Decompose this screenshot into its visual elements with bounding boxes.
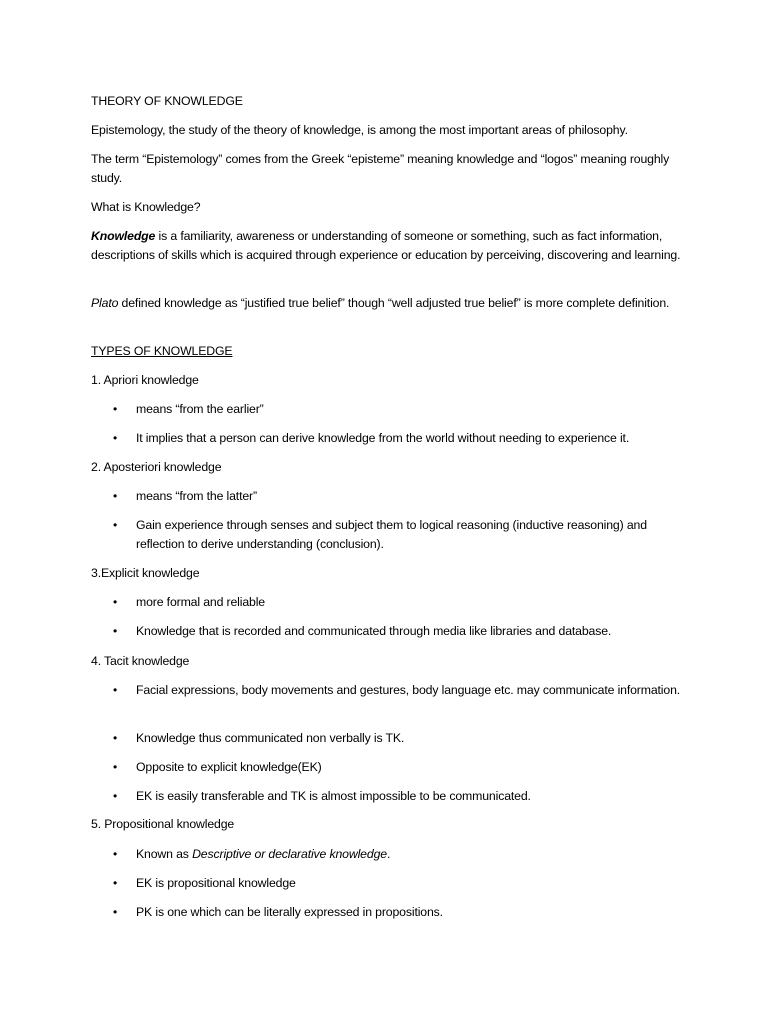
bullet-item: EK is easily transferable and TK is almost impossible to be communicated. bbox=[136, 789, 531, 803]
bullet-item: Opposite to explicit knowledge(EK) bbox=[136, 760, 322, 774]
plato-definition bbox=[91, 294, 681, 313]
bullet-item bbox=[136, 845, 681, 864]
section-heading-propositional: 5. Propositional knowledge bbox=[91, 817, 235, 831]
bullet-marker: • bbox=[113, 402, 118, 416]
plato-text-e: is more complete definition. bbox=[520, 296, 670, 310]
bullet-marker: • bbox=[113, 624, 118, 638]
bullet-marker: • bbox=[113, 489, 118, 503]
knowledge-definition-text: is a familiarity, awareness or understanding of someone or something, such as fact information, descriptions of skills which is acquired through experience or education by perceiving, discovering and learning. bbox=[91, 229, 681, 262]
intro-paragraph-2: The term “Epistemology” comes from the Greek “episteme” meaning knowledge and “logos” meaning roughly study. bbox=[91, 152, 670, 185]
plato-name: Plato bbox=[91, 296, 119, 310]
bullet-marker: • bbox=[113, 731, 118, 745]
bullet-marker: • bbox=[113, 876, 118, 890]
document-title: THEORY OF KNOWLEDGE bbox=[91, 94, 243, 108]
bullet-marker: • bbox=[113, 905, 118, 919]
bullet-item: Gain experience through senses and subject them to logical reasoning (inductive reasoning) and reflection to derive understanding (conclusion). bbox=[136, 518, 647, 551]
bullet-marker: • bbox=[113, 431, 118, 445]
bullet-item-emphasis: Descriptive or declarative knowledge bbox=[192, 847, 387, 861]
bullet-item-text: Known as bbox=[136, 847, 193, 861]
intro-question: What is Knowledge? bbox=[91, 200, 201, 214]
bullet-item: Knowledge that is recorded and communicated through media like libraries and database. bbox=[136, 624, 612, 638]
bullet-marker: • bbox=[113, 847, 118, 861]
bullet-marker: • bbox=[113, 518, 118, 532]
bullet-marker: • bbox=[113, 789, 118, 803]
bullet-item: more formal and reliable bbox=[136, 595, 265, 609]
bullet-marker: • bbox=[113, 595, 118, 609]
section-heading-tacit: 4. Tacit knowledge bbox=[91, 654, 190, 668]
plato-text-c: ” though “ bbox=[340, 296, 392, 310]
bullet-item: It implies that a person can derive knowledge from the world without needing to experience it. bbox=[136, 431, 630, 445]
bullet-item: means “from the earlier” bbox=[136, 402, 264, 416]
bullet-marker: • bbox=[113, 760, 118, 774]
plato-text-a: defined knowledge as “ bbox=[118, 296, 245, 310]
bullet-item: EK is propositional knowledge bbox=[136, 876, 296, 890]
intro-paragraph-1: Epistemology, the study of the theory of knowledge, is among the most important areas of philosophy. bbox=[91, 123, 628, 137]
section-heading-aposteriori: 2. Aposteriori knowledge bbox=[91, 460, 222, 474]
bullet-item-text: . bbox=[386, 847, 391, 861]
plato-text-b: justified true belief bbox=[244, 296, 341, 310]
bullet-marker: • bbox=[113, 683, 118, 697]
section-heading-apriori: 1. Apriori knowledge bbox=[91, 373, 199, 387]
types-heading: TYPES OF KNOWLEDGE bbox=[91, 344, 233, 358]
knowledge-term: Knowledge bbox=[91, 229, 156, 243]
plato-text-d: well adjusted true belief” bbox=[391, 296, 521, 310]
bullet-item: Knowledge thus communicated non verbally is TK. bbox=[136, 731, 405, 745]
section-heading-explicit: 3.Explicit knowledge bbox=[91, 566, 200, 580]
bullet-item: means “from the latter” bbox=[136, 489, 257, 503]
bullet-item: PK is one which can be literally expressed in propositions. bbox=[136, 905, 443, 919]
bullet-item: Facial expressions, body movements and gestures, body language etc. may communicate information. bbox=[136, 683, 681, 697]
knowledge-definition bbox=[91, 227, 681, 265]
